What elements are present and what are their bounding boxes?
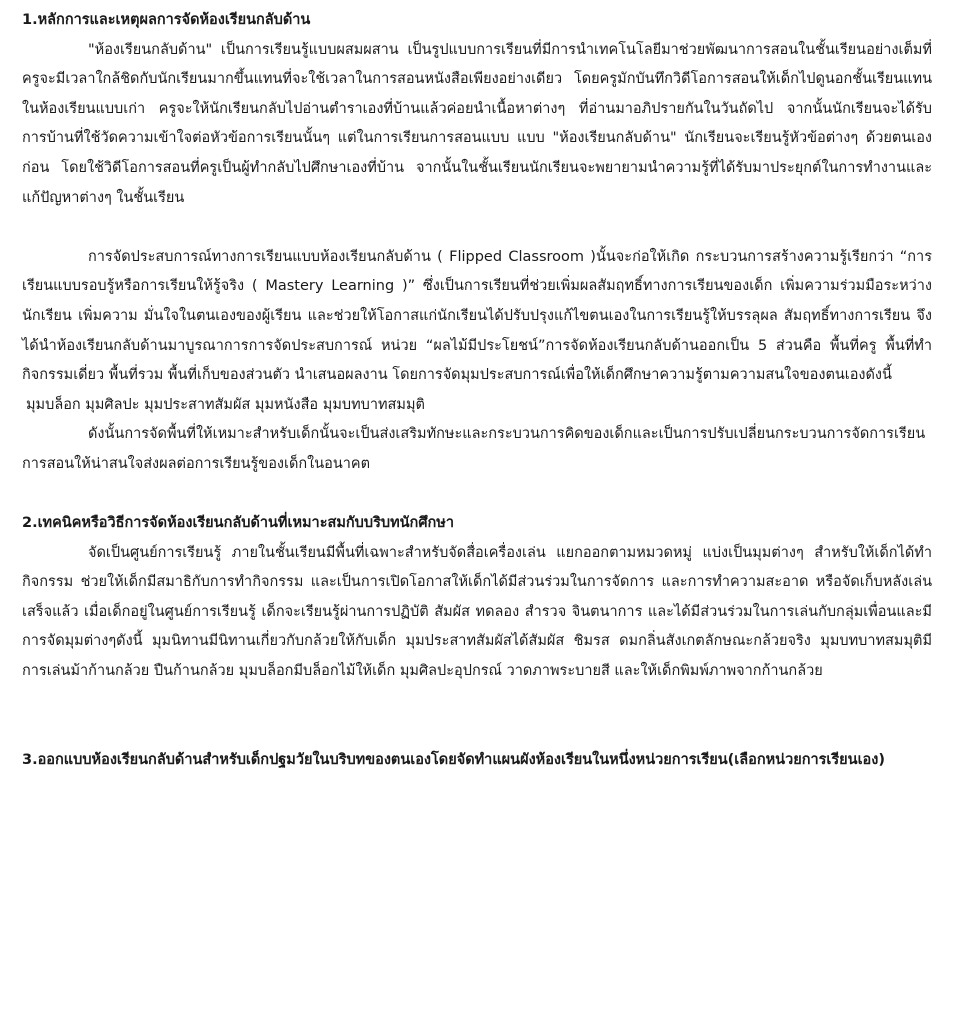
blank-line <box>22 213 932 243</box>
section-1-paragraph-2: การจัดประสบการณ์ทางการเรียนแบบห้องเรียนกลับด้าน ( Flipped Classroom )นั้นจะก่อให้เกิด กระบวนการสร้างความรู้เรียกว่า “การเรียนแบบรอบรู้หรือการเรียนให้รู้จริง ( Mastery Learning )” ซึ่งเป็นการเรียนที่ช่วยเพิ่มผลสัมฤทธิ์ทางการเรียนของเด็ก เพิ่มความร่วมมือระหว่างนักเรียน เพิ่มความ มั่นใจในตนเองของผู้เรียน และช่วยให้โอกาสแก่นักเรียนได้ปรับปรุงแก้ไขตนเองในการเรียนรู้ให้บรรลุผล สัมฤทธิ์ทางการเรียน จึงได้นำห้องเรียนกลับด้านมาบูรณาการการจัดประสบการณ์ หน่วย “ผลไม้มีประโยชน์”การจัดห้องเรียนกลับด้านออกเป็น 5 ส่วนคือ พื้นที่ครู พื้นที่ทำกิจกรรมเดี่ยว พื้นที่รวม พื้นที่เก็บของส่วนตัว นำเสนอผลงาน โดยการจัดมุมประสบการณ์เพื่อให้เด็กศึกษาความรู้ตามความสนใจของตนเองดังนี้ <box>22 248 932 384</box>
blank-line <box>22 687 932 746</box>
blank-line <box>22 480 932 510</box>
section-1-paragraph-3: ดังนั้นการจัดพื้นที่ให้เหมาะสำหรับเด็กนั้นจะเป็นส่งเสริมทักษะและกระบวนการคิดของเด็กและเป็นการปรับเปลี่ยนกระบวนการจัดการเรียนการสอนให้น่าสนใจส่งผลต่อการเรียนรู้ของเด็กในอนาคต <box>22 426 926 472</box>
section-2-paragraph-1: จัดเป็นศูนย์การเรียนรู้ ภายในชั้นเรียนมีพื้นที่เฉพาะสำหรับจัดสื่อเครื่องเล่น แยกออกตามหมวดหมู่ แบ่งเป็นมุมต่างๆ สำหรับให้เด็กได้ทำกิจกรรม ช่วยให้เด็กมีสมาธิกับการทำกิจกรรม และเป็นการเปิดโอกาสให้เด็กได้มีส่วนร่วมในการจัดการ และการทำความสะอาด หรือจัดเก็บหลังเล่นเสร็จแล้ว เมื่อเด็กอยู่ในศูนย์การเรียนรู้ เด็กจะเรียนรู้ผ่านการปฏิบัติ สัมผัส ทดลอง สำรวจ จินตนาการ และได้มีส่วนร่วมในการเล่นกับกลุ่มเพื่อนและมีการจัดมุมต่างๆดังนี้ มุมนิทานมีนิทานเกี่ยวกับกล้วยให้กับเด็ก มุมประสาทสัมผัสได้สัมผัส ชิมรส ดมกลิ่นสังเกตลักษณะกล้วยจริง มุมบทบาทสมมุติมีการเล่นม้าก้านกล้วย ปืนก้านกล้วย มุมบล็อกมีบล็อกไม้ให้เด็ก มุมศิลปะอุปกรณ์ วาดภาพระบายสี และให้เด็กพิมพ์ภาพจากก้านกล้วย <box>22 544 932 680</box>
section-2-heading: 2.เทคนิคหรือวิธีการจัดห้องเรียนกลับด้านที่เหมาะสมกับบริบทนักศึกษา <box>22 515 455 532</box>
section-1-paragraph-1: "ห้องเรียนกลับด้าน" เป็นการเรียนรู้แบบผสมผสาน เป็นรูปแบบการเรียนที่มีการนำเทคโนโลยีมาช่วยพัฒนาการสอนในชั้นเรียนอย่างเต็มที่ ครูจะมีเวลาใกล้ชิดกับนักเรียนมากขึ้นแทนที่จะใช้เวลาในการสอนหนังสือเพียงอย่างเดียว โดยครูมักบันทึกวิดีโอการสอนให้เด็กไปดูนอกชั้นเรียนแทนในห้องเรียนแบบเก่า ครูจะให้นักเรียนกลับไปอ่านตำราเองที่บ้านแล้วค่อยนำเนื้อหาต่างๆ ที่อ่านมาอภิปรายกันในวันถัดไป จากนั้นนักเรียนจะได้รับการบ้านที่ใช้วัดความเข้าใจต่อหัวข้อการเรียนนั้นๆ แต่ในการเรียนการสอนแบบ แบบ "ห้องเรียนกลับด้าน" นักเรียนจะเรียนรู้หัวข้อต่างๆ ด้วยตนเองก่อน โดยใช้วิดีโอการสอนที่ครูเป็นผู้ทำกลับไปศึกษาเองที่บ้าน จากนั้นในชั้นเรียนนักเรียนจะพยายามนำความรู้ที่ได้รับมาประยุกต์ในการทำงานและแก้ปัญหาต่างๆ ในชั้นเรียน <box>22 41 932 206</box>
section-3-heading: 3.ออกแบบห้องเรียนกลับด้านสำหรับเด็กปฐมวัยในบริบทของตนเองโดยจัดทำแผนผังห้องเรียนในหนึ่งหน่วยการเรียน(เลือกหน่วยการเรียนเอง) <box>22 751 885 768</box>
section-1-heading: 1.หลักการและเหตุผลการจัดห้องเรียนกลับด้าน <box>22 12 311 28</box>
learning-corners-list: มุมบล็อก มุมศิลปะ มุมประสาทสัมผัส มุมหนังสือ มุมบทบาทสมมุติ <box>26 396 425 413</box>
document-body <box>22 6 932 775</box>
